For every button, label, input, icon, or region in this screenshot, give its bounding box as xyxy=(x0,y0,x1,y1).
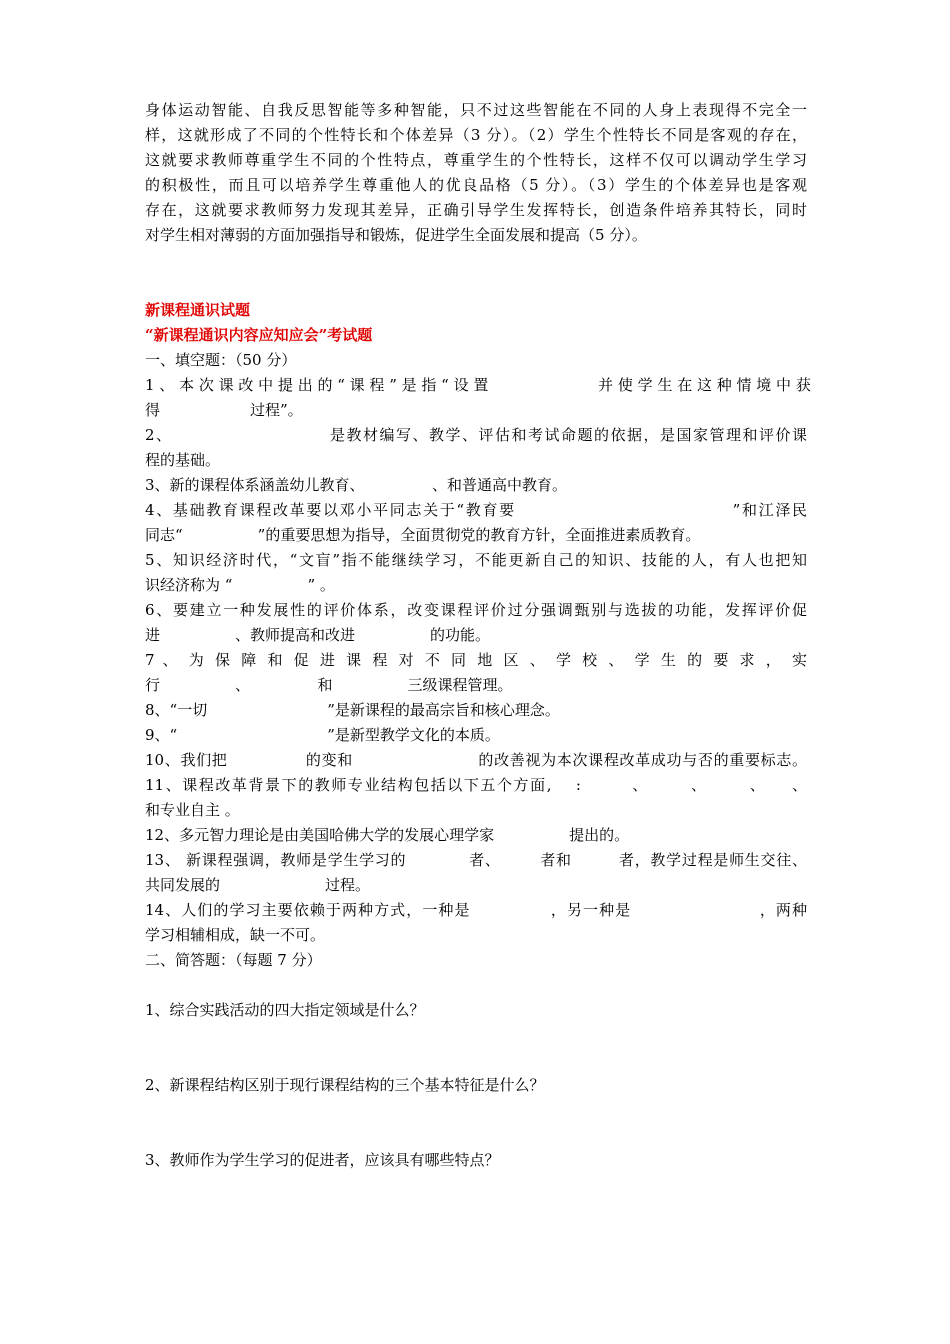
question-line: 11、课程改革背景下的教师专业结构包括以下五个方面, : 、 、 、 、 xyxy=(145,776,807,794)
question-line: 4、基础教育课程改革要以邓小平同志关于“教育要 ”和江泽民 xyxy=(145,501,807,519)
section-heading-fill-in: 一、填空题：（50 分） xyxy=(145,351,297,369)
question-line: 10、我们把 的变和 的改善视为本次课程改革成功与否的重要标志。 xyxy=(145,751,807,769)
question-line: 2、 是教材编写、教学、评估和考试命题的依据，是国家管理和评价课 xyxy=(145,426,807,444)
section-heading-short-answer: 二、简答题：（每题 7 分） xyxy=(145,951,322,969)
short-question: 2、新课程结构区别于现行课程结构的三个基本特征是什么？ xyxy=(145,1076,545,1094)
intro-line: 对学生相对薄弱的方面加强指导和锻炼，促进学生全面发展和提高（5 分）。 xyxy=(145,226,647,244)
short-question: 1、综合实践活动的四大指定领域是什么？ xyxy=(145,1001,425,1019)
question-line: 12、多元智力理论是由美国哈佛大学的发展心理学家 提出的。 xyxy=(145,826,630,844)
question-line: 3、新的课程体系涵盖幼儿教育、 、和普通高中教育。 xyxy=(145,476,568,494)
question-line: 13、 新课程强调，教师是学生学习的 者、 者和 者，教学过程是师生交往、 xyxy=(145,851,807,869)
question-line: 7 、 为 保 障 和 促 进 课 程 对 不 同 地 区 、 学 校 、 学 生 的 要 求 ， 实 xyxy=(145,651,807,669)
intro-line: 这就要求教师尊重学生不同的个性特点，尊重学生的个性特长，这样不仅可以调动学生学习 xyxy=(145,151,807,169)
question-line: 识经济称为 “ ” 。 xyxy=(145,576,335,594)
question-line: 14、人们的学习主要依赖于两种方式，一种是 ，另一种是 ，两种 xyxy=(145,901,807,919)
intro-line: 身体运动智能、自我反思智能等多种智能，只不过这些智能在不同的人身上表现得不完全一 xyxy=(145,101,807,119)
intro-line: 的积极性，而且可以培养学生尊重他人的优良品格（5 分）。（3）学生的个体差异也是客观 xyxy=(145,176,807,194)
question-line: 8、“一切 ”是新课程的最高宗旨和核心理念。 xyxy=(145,701,560,719)
question-line: 学习相辅相成，缺一不可。 xyxy=(145,926,326,944)
question-line: 共同发展的 过程。 xyxy=(145,876,371,894)
question-line: 6、要建立一种发展性的评价体系，改变课程评价过分强调甄别与选拔的功能，发挥评价促 xyxy=(145,601,807,619)
document-title: 新课程通识试题 xyxy=(145,301,251,319)
question-line: 同志“ ”的重要思想为指导，全面贯彻党的教育方针，全面推进素质教育。 xyxy=(145,526,701,544)
exam-title: “新课程通识内容应知应会”考试题 xyxy=(145,326,373,344)
question-line: 行 、 和 三级课程管理。 xyxy=(145,676,513,694)
question-line: 程的基础。 xyxy=(145,451,221,469)
question-line: 5、知识经济时代，“文盲”指不能继续学习，不能更新自己的知识、技能的人，有人也把知 xyxy=(145,551,807,569)
intro-line: 存在，这就要求教师努力发现其差异，正确引导学生发挥特长，创造条件培养其特长，同时 xyxy=(145,201,807,219)
intro-line: 样，这就形成了不同的个性特长和个体差异（3 分）。（2）学生个性特长不同是客观的存在， xyxy=(145,126,807,144)
question-line: 和专业自主 。 xyxy=(145,801,240,819)
question-line: 1 、 本 次 课 改 中 提 出 的 “ 课 程 ” 是 指 “ 设 置 并 使 学 生 在 这 种 情 境 中 获 xyxy=(145,376,811,394)
question-line: 9、“ ”是新型教学文化的本质。 xyxy=(145,726,500,744)
question-line: 得 过程”。 xyxy=(145,401,303,419)
question-line: 进 、教师提高和改进 的功能。 xyxy=(145,626,491,644)
short-question: 3、教师作为学生学习的促进者，应该具有哪些特点？ xyxy=(145,1151,500,1169)
